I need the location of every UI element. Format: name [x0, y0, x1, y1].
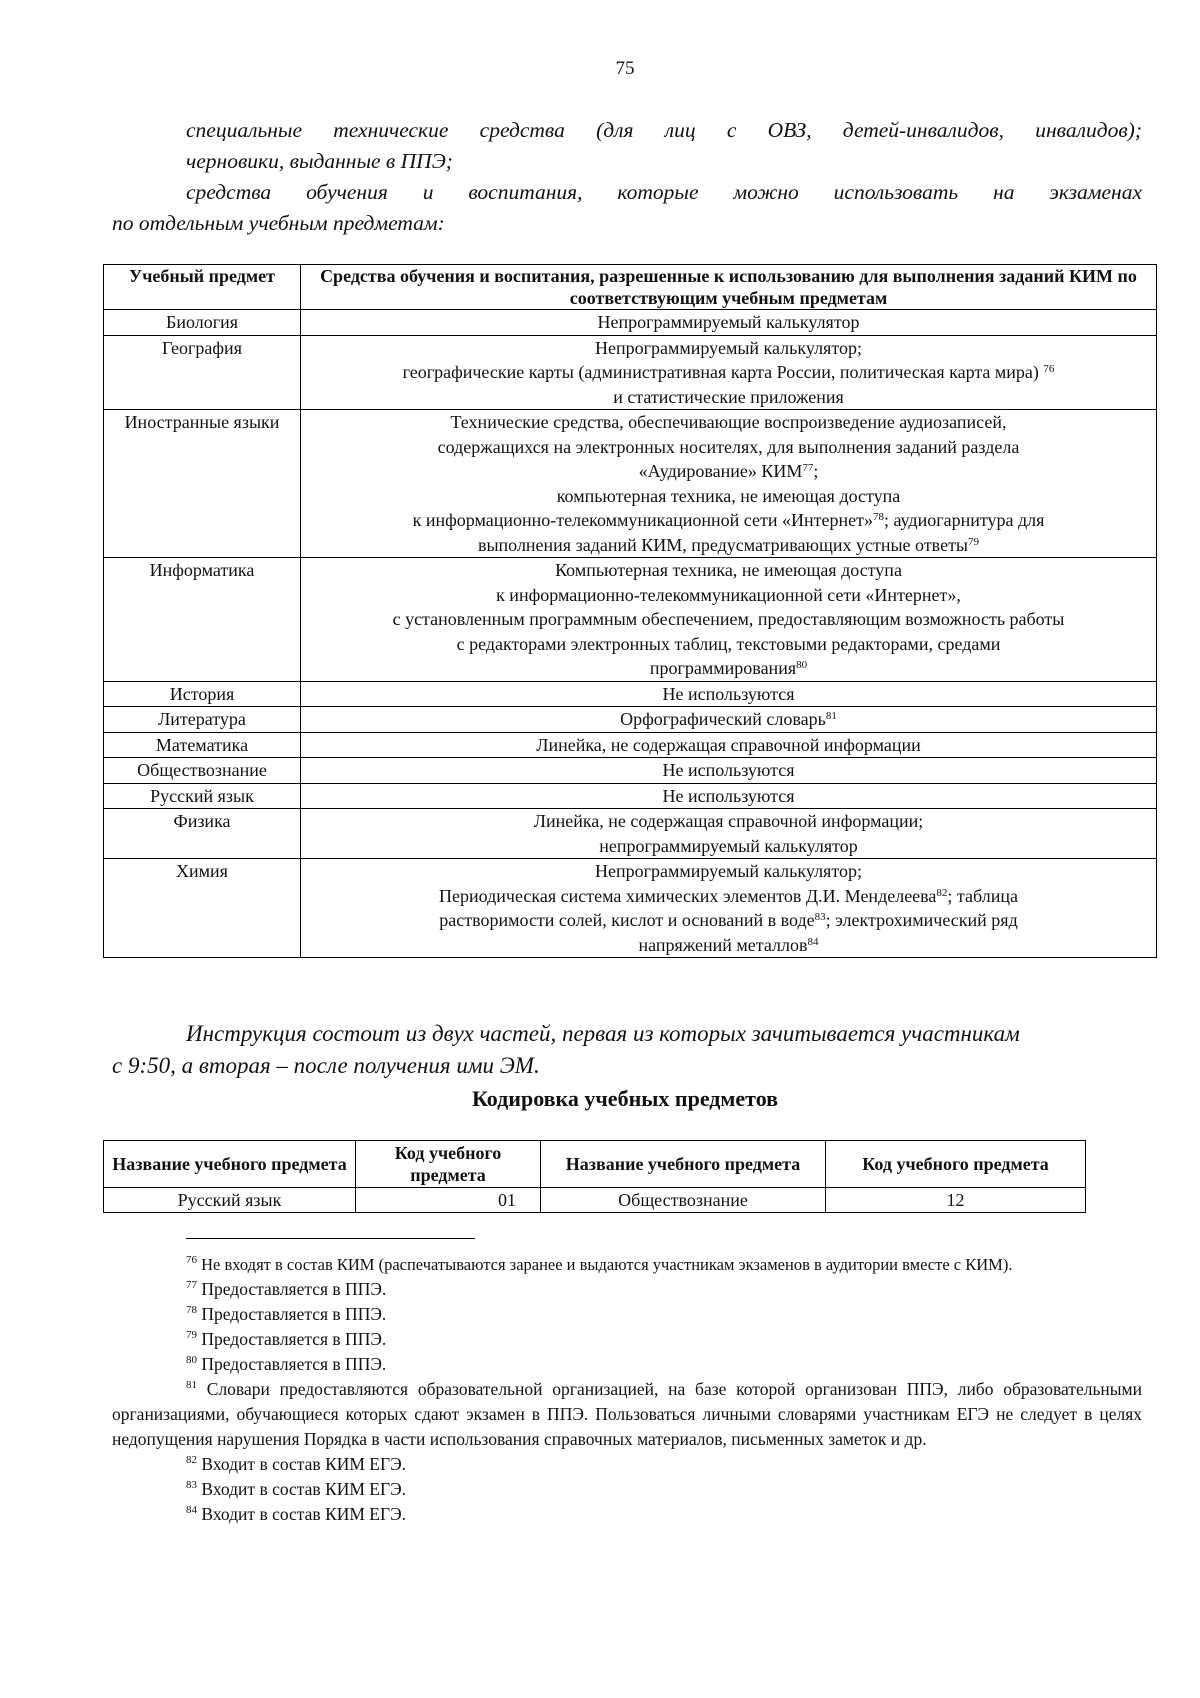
subject-cell: Химия: [104, 859, 301, 958]
intro-line: средства обучения и воспитания, которые можно использовать на экзаменах: [186, 180, 1142, 204]
subject-cell: Физика: [104, 809, 301, 859]
instruction-line: с 9:50, а вторая – после получения ими ЭМ.: [112, 1053, 540, 1078]
means-cell: Не используются: [301, 758, 1157, 784]
means-cell: Линейка, не содержащая справочной информации: [301, 732, 1157, 758]
means-cell: Компьютерная техника, не имеющая доступа к информационно-телекоммуникационной сети «Интернет», с установленным программным обеспечением, предоставляющим возможность работы с редакторами электронных таблиц, текстовыми редакторами, средами программирования$^{80}$: [301, 558, 1157, 682]
intro-line: специальные технические средства (для лиц с ОВЗ, детей-инвалидов, инвалидов);: [186, 118, 1142, 142]
column-header-subject: Учебный предмет: [104, 265, 301, 310]
footnote: $^{82}$ Входит в состав КИМ ЕГЭ.: [186, 1454, 407, 1474]
table-cell: Русский язык: [104, 1188, 356, 1213]
footnote-separator: [186, 1238, 475, 1239]
table-row: [104, 783, 1157, 809]
means-cell: Технические средства, обеспечивающие воспроизведение аудиозаписей, содержащихся на электронных носителях, для выполнения заданий раздела «Аудирование» КИМ$^{77}$; компьютерная техника, не имеющая доступа к информационно-телекоммуникационной сети «Интернет»$^{78}$; аудиогарнитура для выполнения заданий КИМ, предусматривающих устные ответы$^{79}$: [301, 410, 1157, 558]
means-cell: Непрограммируемый калькулятор; Периодическая система химических элементов Д.И. Менделеева$^{82}$; таблица растворимости солей, кислот и оснований в воде$^{83}$; электрохимический ряд напряжений металлов$^{84}$: [301, 859, 1157, 958]
footnotes: [112, 1252, 1142, 1527]
footnote-ref: 79: [968, 535, 980, 548]
table-row: [104, 410, 1157, 558]
footnote-ref: 82: [936, 886, 948, 899]
instruction-text: [112, 1018, 1142, 1082]
means-cell: Непрограммируемый калькулятор; географические карты (административная карта России, политическая карта мира) $^{76}$ и статистические приложения: [301, 335, 1157, 410]
column-header: Код учебного предмета: [826, 1141, 1086, 1188]
table-row: [104, 809, 1157, 859]
footnote-ref: 84: [807, 935, 819, 948]
footnote-ref: 80: [796, 659, 808, 671]
footnote: $^{84}$ Входит в состав КИМ ЕГЭ.: [186, 1504, 407, 1524]
intro-line: черновики, выданные в ППЭ;: [186, 149, 453, 173]
subject-cell: Русский язык: [104, 783, 301, 809]
footnote-ref: 76: [1043, 363, 1055, 375]
footnote: $^{77}$ Предоставляется в ППЭ.: [186, 1279, 387, 1299]
footnote: $^{76}$ Не входят в состав КИМ (распечатываются заранее и выдаются участникам экзаменов в аудитории вместе с КИМ).: [186, 1254, 1013, 1274]
table-row: [104, 707, 1157, 733]
table-row: [104, 310, 1157, 336]
means-cell: Не используются: [301, 681, 1157, 707]
subject-cell: Математика: [104, 732, 301, 758]
means-cell: Орфографический словарь$^{81}$: [301, 707, 1157, 733]
intro-text: [112, 115, 1142, 239]
footnote: $^{78}$ Предоставляется в ППЭ.: [186, 1304, 387, 1324]
intro-line: по отдельным учебным предметам:: [112, 211, 445, 235]
table-row: [104, 1188, 1086, 1213]
table-row: [104, 335, 1157, 410]
subject-cell: Обществознание: [104, 758, 301, 784]
table-header-row: [104, 265, 1157, 310]
column-header: Код учебного предмета: [356, 1141, 541, 1188]
table-row: [104, 859, 1157, 958]
footnote-ref: 83: [814, 911, 826, 923]
subject-codes-table: [103, 1140, 1086, 1213]
footnote-ref: 81: [825, 710, 837, 722]
table-row: [104, 758, 1157, 784]
means-cell: Не используются: [301, 783, 1157, 809]
coding-title: Кодировка учебных предметов: [471, 1086, 779, 1111]
instruction-line: Инструкция состоит из двух частей, первая из которых зачитывается участникам: [186, 1021, 1020, 1046]
table-row: [104, 558, 1157, 682]
footnote: $^{83}$ Входит в состав КИМ ЕГЭ.: [186, 1479, 407, 1499]
table-row: [104, 681, 1157, 707]
footnote-ref: 78: [872, 511, 884, 523]
table-row: [104, 732, 1157, 758]
footnote: $^{80}$ Предоставляется в ППЭ.: [186, 1354, 387, 1374]
footnote-ref: 77: [802, 462, 814, 474]
subject-cell: География: [104, 335, 301, 410]
means-cell: Непрограммируемый калькулятор: [301, 310, 1157, 336]
column-header: Название учебного предмета: [104, 1141, 356, 1188]
table-cell: 01: [356, 1188, 541, 1213]
column-header: Название учебного предмета: [541, 1141, 826, 1188]
subject-cell: Литература: [104, 707, 301, 733]
page-number: 75: [615, 58, 635, 79]
footnote: $^{81}$ Словари предоставляются образовательной организацией, на базе которой организован ППЭ, либо образовательными организациями, обучающиеся которых сдают экзамен в ППЭ. Пользоваться личными словарями участникам ЕГЭ не следует в целях недопущения нарушения Порядка в части использования справочных материалов, письменных заметок и др.: [112, 1379, 1142, 1449]
table-cell: 12: [826, 1188, 1086, 1213]
subject-cell: Биология: [104, 310, 301, 336]
table-header-row: [104, 1141, 1086, 1188]
means-cell: Линейка, не содержащая справочной информации; непрограммируемый калькулятор: [301, 809, 1157, 859]
column-header-means: Средства обучения и воспитания, разрешенные к использованию для выполнения заданий КИМ по соответствующим учебным предметам: [301, 265, 1157, 310]
table-cell: Обществознание: [541, 1188, 826, 1213]
subject-cell: Иностранные языки: [104, 410, 301, 558]
subject-cell: Информатика: [104, 558, 301, 682]
permitted-aids-table: [103, 264, 1157, 958]
subject-cell: История: [104, 681, 301, 707]
footnote: $^{79}$ Предоставляется в ППЭ.: [186, 1329, 387, 1349]
